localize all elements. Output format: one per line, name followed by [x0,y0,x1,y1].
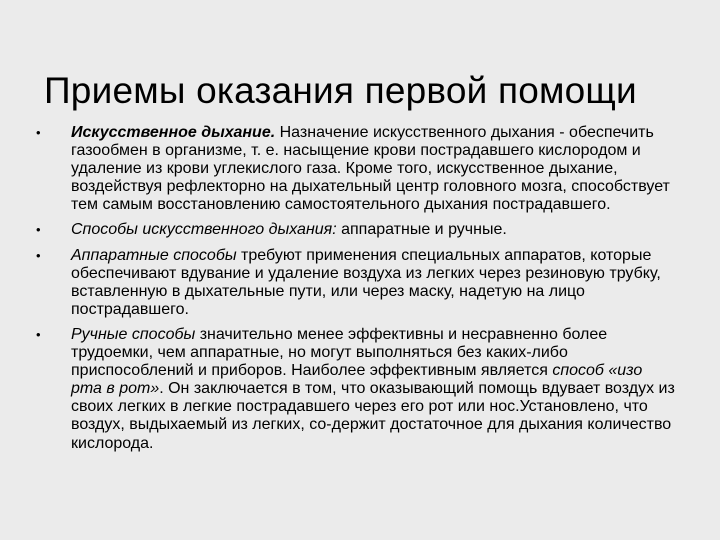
item-lead: Ручные способы [71,325,196,343]
item-text: значительно менее эффективны и несравненно более трудоемки, чем аппаратные, но могут выполняться без каких-либо приспособлений и приборов. Наиболее эффективным является [71,325,608,380]
bullet-list [36,124,676,460]
item-lead: Искусственное дыхание. [71,124,276,141]
list-item [36,326,676,453]
item-emphasis: способ «изо рта в рот» [71,362,643,398]
item-lead: Способы искусственного дыхания: [71,221,337,239]
item-lead: Аппаратные способы [71,246,237,264]
slide-title: Приемы оказания первой помощи [44,69,637,111]
bullet-dot-icon: • [36,326,41,342]
list-item [36,247,676,319]
bullet-dot-icon: • [36,222,41,238]
list-item [36,124,676,214]
item-tail: . Он заключается в том, что оказывающий помощь вдувает воздух из своих легких в легкие пострадавшего через его рот или нос.Установлено, что воздух, выдыхаемый из легких, со-держит достаточное для дыхания количество кислорода. [71,380,675,452]
item-text: Назначение искусственного дыхания - обеспечить газообмен в организме, т. е. насыщение крови пострадавшего кислородом и удаление из крови углекислого газа. Кроме того, искусственное дыхание, воздействуя рефлекторно на дыхательный центр головного мозга, способствует тем самым восстановлению самостоятельного дыхания пострадавшего. [71,124,670,214]
bullet-dot-icon: • [36,125,41,140]
item-text: аппаратные и ручные. [336,221,507,239]
bullet-dot-icon: • [36,247,41,263]
list-item [36,221,676,239]
item-text: требуют применения специальных аппаратов, которые обеспечивают вдувание и удаление воздуха из легких через резиновую трубку, вставленную в дыхательные пути, или через маску, надетую на лицо пострадавшего. [71,246,661,318]
